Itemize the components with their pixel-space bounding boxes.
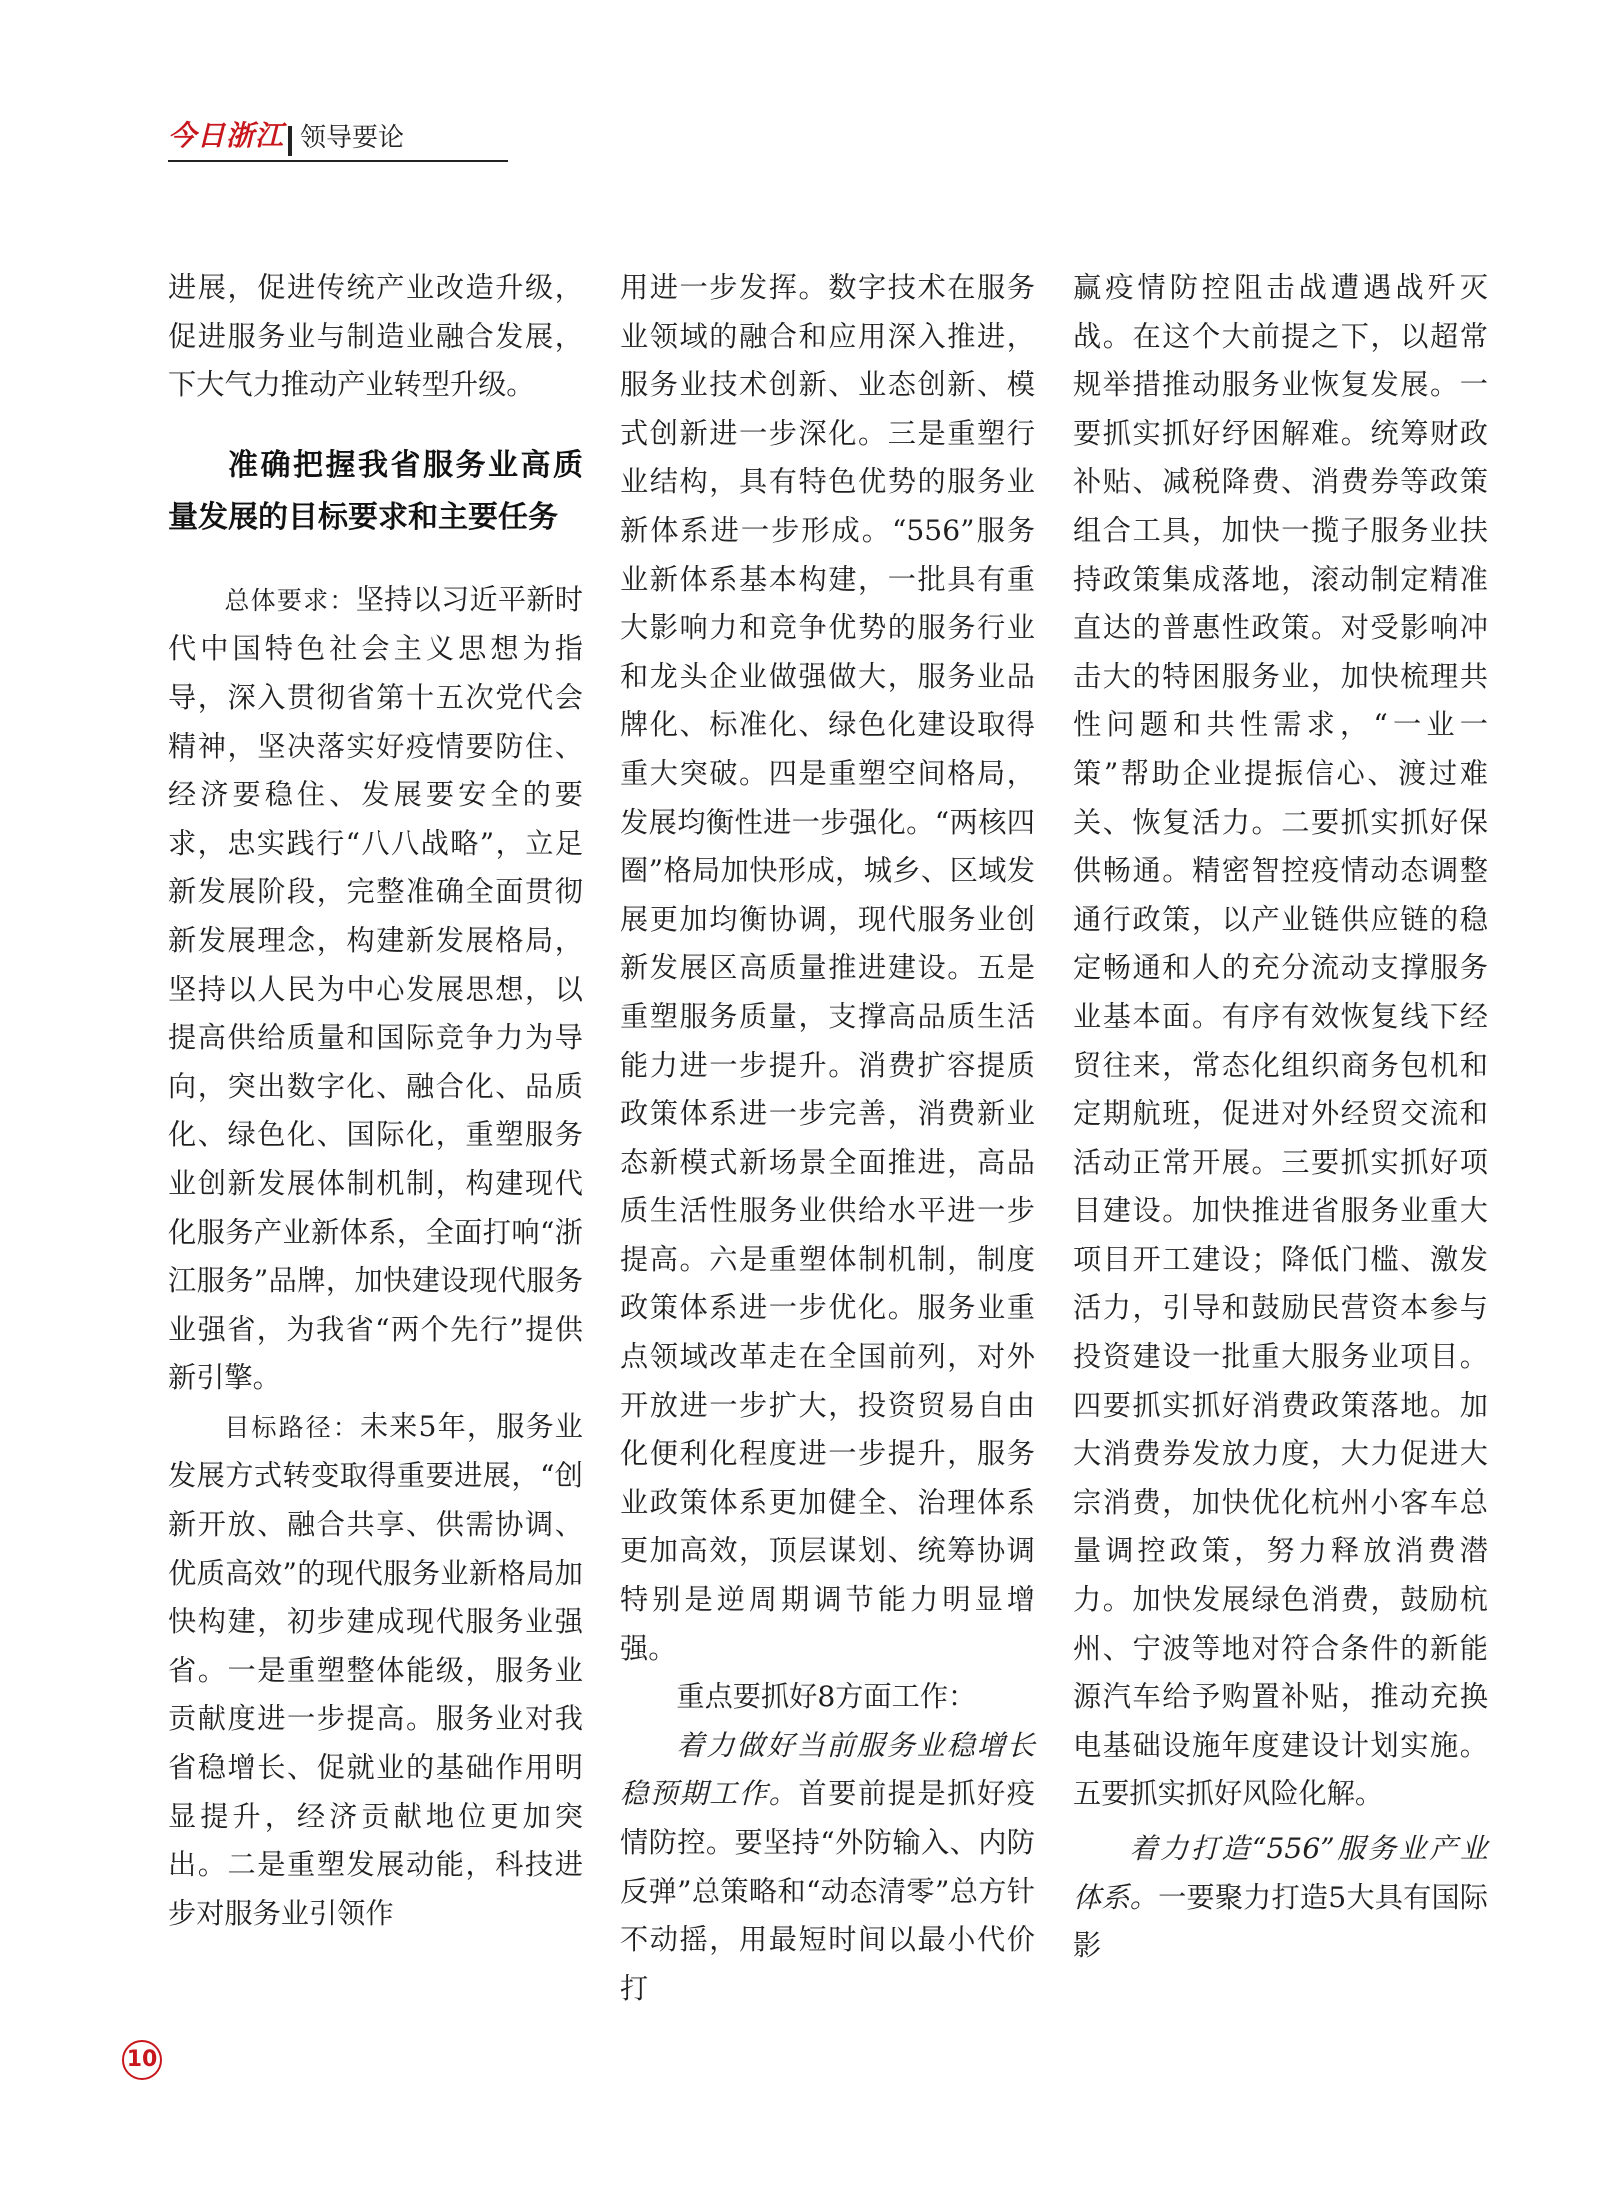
paragraph: 重点要抓好8方面工作： bbox=[676, 1680, 977, 1714]
paragraph-text: 坚持以习近平新时代中国特色社会主义思想为指导，深入贯彻省第十五次党代会精神，坚决落实好疫情要防住、经济要稳住、发展要安全的要求，忠实践行“八八战略”，立足新发展阶段，完整准确全面贯彻新发展理念，构建新发展格局，坚持以人民为中心发展思想，以提高供给质量和国际竞争力为导向，突出数字化、融合化、品质化、绿色化、国际化，重塑服务业创新发展体制机制，构建现代化服务产业新体系，全面打响“浙江服务”品牌，加快建设现代服务业强省，为我省“两个先行”提供新引擎。 bbox=[168, 582, 583, 1395]
paragraph bbox=[1073, 1825, 1488, 1971]
paragraph: 进展，促进传统产业改造升级，促进服务业与制造业融合发展，下大气力推动产业转型升级。 bbox=[168, 271, 583, 402]
text-column-1 bbox=[168, 264, 583, 1938]
paragraph bbox=[168, 576, 583, 1403]
magazine-logo: 今日浙江 bbox=[168, 119, 285, 152]
page-header bbox=[168, 120, 508, 162]
paragraph-lead: 着力做好当前服务业稳增长稳预期工作。 bbox=[620, 1728, 1035, 1811]
text-column-2 bbox=[620, 264, 1035, 2013]
section-title: 领导要论 bbox=[300, 123, 405, 153]
paragraph-lead: 总体要求： bbox=[224, 585, 356, 615]
text-column-3 bbox=[1073, 264, 1488, 1971]
paragraph: 用进一步发挥。数字技术在服务业领域的融合和应用深入推进，服务业技术创新、业态创新、模式创新进一步深化。三是重塑行业结构，具有特色优势的服务业新体系进一步形成。“556”服务业新体系基本构建，一批具有重大影响力和竞争优势的服务行业和龙头企业做强做大，服务业品牌化、标准化、绿色化建设取得重大突破。四是重塑空间格局，发展均衡性进一步强化。“两核四圈”格局加快形成，城乡、区域发展更加均衡协调，现代服务业创新发展区高质量推进建设。五是重塑服务质量，支撑高品质生活能力进一步提升。消费扩容提质政策体系进一步完善，消费新业态新模式新场景全面推进，高品质生活性服务业供给水平进一步提高。六是重塑体制机制，制度政策体系进一步优化。服务业重点领域改革走在全国前列，对外开放进一步扩大，投资贸易自由化便利化程度进一步提升，服务业政策体系更加健全、治理体系更加高效，顶层谋划、统筹协调特别是逆周期调节能力明显增强。 bbox=[620, 271, 1035, 1665]
paragraph-text: 未来5年，服务业发展方式转变取得重要进展，“创新开放、融合共享、供需协调、优质高效”的现代服务业新格局加快构建，初步建成现代服务业强省。一是重塑整体能级，服务业贡献度进一步提高。服务业对我省稳增长、促就业的基础作用明显提升，经济贡献地位更加突出。二是重塑发展动能，科技进步对服务业引领作 bbox=[168, 1409, 583, 1930]
paragraph bbox=[620, 1722, 1035, 2014]
paragraph-text: 首要前提是抓好疫情防控。要坚持“外防输入、内防反弹”总策略和“动态清零”总方针不动摇，用最短时间以最小代价打 bbox=[620, 1777, 1035, 2005]
section-heading: 准确把握我省服务业高质量发展的目标要求和主要任务 bbox=[168, 447, 583, 535]
paragraph-lead: 着力打造“556”服务业产业体系。 bbox=[1073, 1832, 1488, 1914]
paragraph-text: 一要聚力打造5大具有国际影 bbox=[1073, 1880, 1488, 1963]
paragraph bbox=[168, 1403, 583, 1939]
paragraph: 赢疫情防控阻击战遭遇战歼灭战。在这个大前提之下，以超常规举措推动服务业恢复发展。一要抓实抓好纾困解难。统筹财政补贴、减税降费、消费券等政策组合工具，加快一揽子服务业扶持政策集成落地，滚动制定精准直达的普惠性政策。对受影响冲击大的特困服务业，加快梳理共性问题和共性需求，“一业一策”帮助企业提振信心、渡过难关、恢复活力。二要抓实抓好保供畅通。精密智控疫情动态调整通行政策，以产业链供应链的稳定畅通和人的充分流动支撑服务业基本面。有序有效恢复线下经贸往来，常态化组织商务包机和定期航班，促进对外经贸交流和活动正常开展。三要抓实抓好项目建设。加快推进省服务业重大项目开工建设；降低门槛、激发活力，引导和鼓励民营资本参与投资建设一批重大服务业项目。四要抓实抓好消费政策落地。加大消费券发放力度，大力促进大宗消费，加快优化杭州小客车总量调控政策，努力释放消费潜力。加快发展绿色消费，鼓励杭州、宁波等地对符合条件的新能源汽车给予购置补贴，推动充换电基础设施年度建设计划实施。五要抓实抓好风险化解。 bbox=[1073, 271, 1488, 1811]
paragraph-lead: 目标路径： bbox=[224, 1412, 360, 1442]
page-number: 10 bbox=[122, 2040, 162, 2080]
header-divider bbox=[288, 126, 292, 156]
